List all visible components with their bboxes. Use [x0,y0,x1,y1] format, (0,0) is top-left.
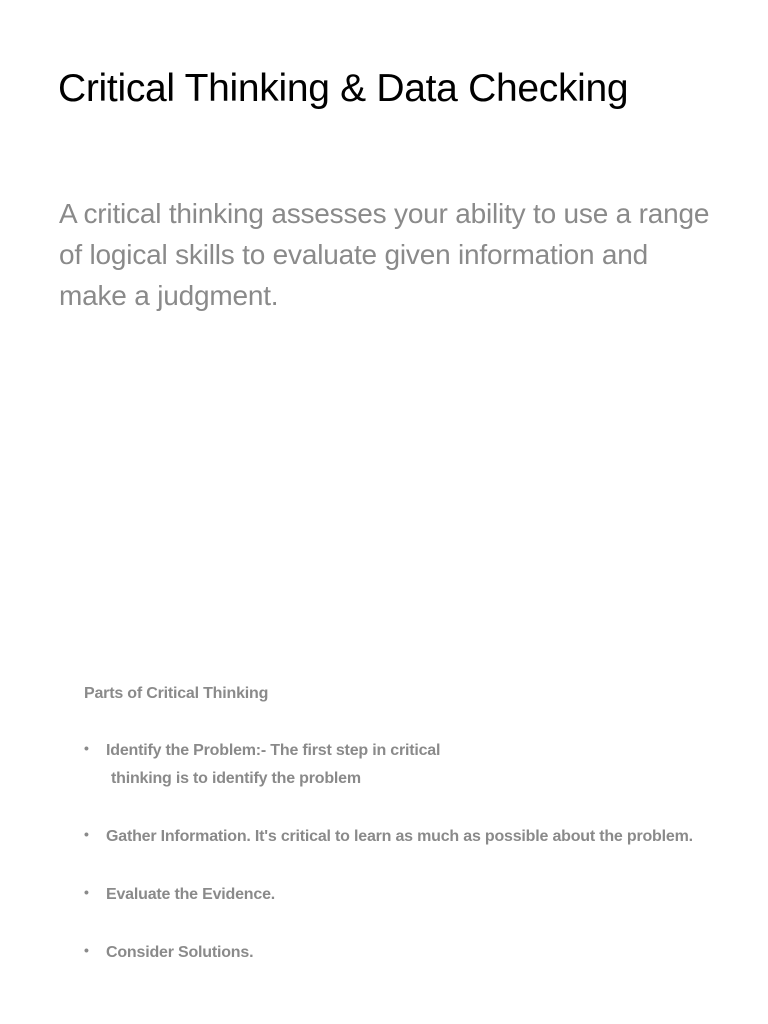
list-item [84,825,704,849]
list-item-text: Gather Information. It's critical to learn as much as possible about the problem. [106,828,693,845]
list-item-text: Evaluate the Evidence. [106,886,276,903]
list-item-text: Consider Solutions. [106,944,254,961]
parts-section [84,682,704,965]
list-item-text: Identify the Problem:- The first step in critical [106,742,441,759]
bullet-icon: • [84,740,89,756]
intro-paragraph: A critical thinking assesses your ability to use a range of logical skills to evaluate given information and make a judgment. [59,198,710,311]
list-item-text-continued: thinking is to identify the problem [111,770,361,787]
bullet-icon: • [84,884,89,900]
list-item [84,739,704,791]
bullet-icon: • [84,826,89,842]
parts-heading: Parts of Critical Thinking [84,685,269,702]
parts-list [84,739,704,965]
page-title: Critical Thinking & Data Checking [58,67,629,110]
bullet-icon: • [84,942,89,958]
list-item [84,883,704,907]
list-item [84,941,704,965]
